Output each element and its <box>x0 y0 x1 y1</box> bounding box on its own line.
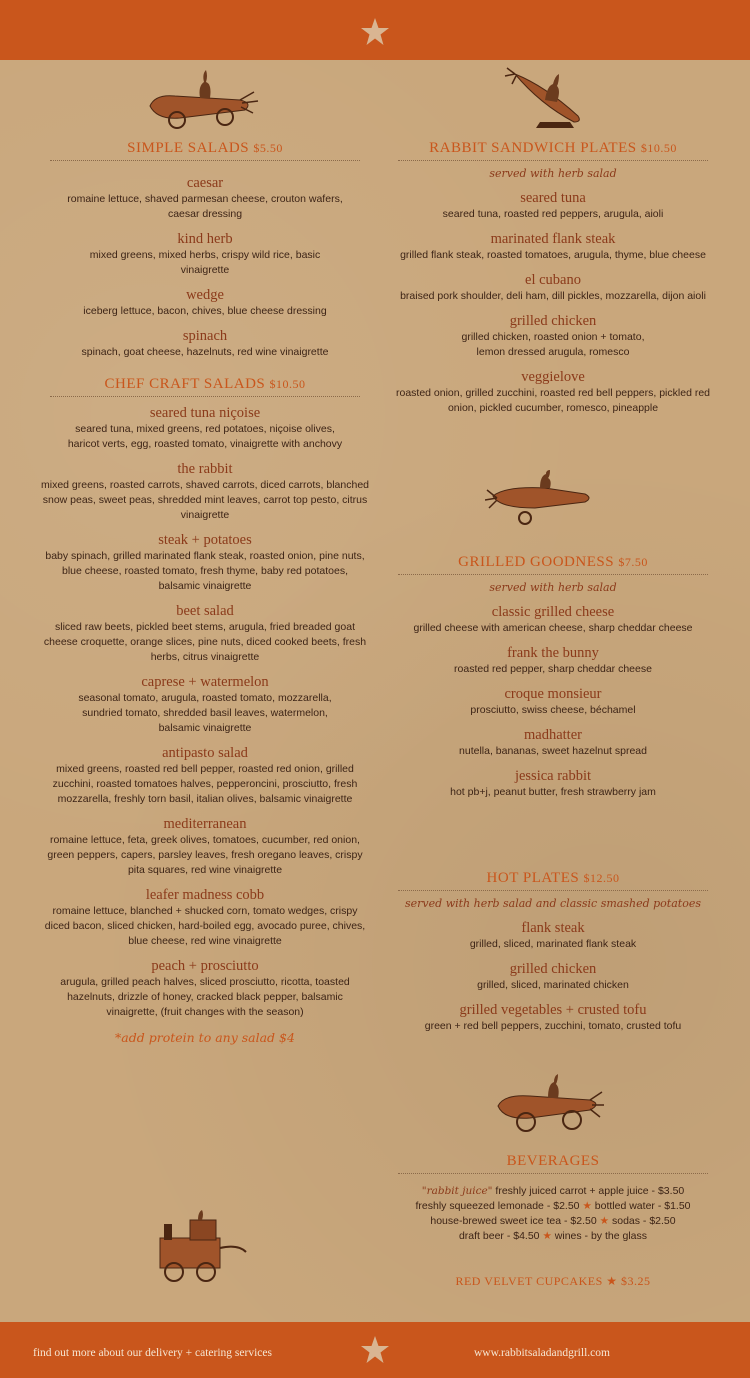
section-price: $12.50 <box>583 871 620 885</box>
left-column <box>40 140 370 1045</box>
item-name: beet salad <box>176 603 234 619</box>
item-description: grilled, sliced, marinated chicken <box>477 979 629 991</box>
item-description: mixed greens, roasted carrots, shaved carrots, diced carrots, blanched snow peas, sweet peas, shredded mint leaves, carrot top pesto, citrus vinaigrette <box>41 479 369 521</box>
beverages-section <box>388 1153 718 1289</box>
item-name: seared tuna <box>520 190 586 206</box>
item-description: arugula, grilled peach halves, sliced prosciutto, ricotta, toasted hazelnuts, drizzle of honey, cracked black pepper, balsamic vinaigrette, (fruit changes with the season) <box>60 976 350 1018</box>
grilled-goodness-section <box>388 554 718 809</box>
hot-plates-section <box>388 870 718 1043</box>
menu-item <box>40 958 370 1020</box>
item-name: classic grilled cheese <box>491 604 615 620</box>
menu-item <box>388 727 718 759</box>
section-title-text: RABBIT SANDWICH PLATES <box>429 140 637 156</box>
menu-item <box>388 313 718 360</box>
item-name: jessica rabbit <box>514 768 592 784</box>
item-name: leafer madness cobb <box>145 887 265 903</box>
rabbit-carrot-racer-illustration <box>490 1072 605 1137</box>
section-title-text: SIMPLE SALADS <box>127 140 250 156</box>
menu-item <box>388 961 718 993</box>
star-icon <box>360 1335 390 1365</box>
section-subtitle: served with herb salad <box>489 167 617 180</box>
rabbit-carrot-plane-illustration <box>485 470 595 530</box>
beverage-text: wines - by the glass <box>554 1230 648 1242</box>
menu-item <box>40 674 370 736</box>
section-price: $10.50 <box>269 377 306 391</box>
section-title-chef-craft <box>50 376 360 397</box>
menu-item <box>40 532 370 594</box>
item-name: antipasto salad <box>162 745 248 761</box>
menu-item <box>40 405 370 452</box>
section-subtitle: served with herb salad <box>489 581 617 594</box>
item-description: grilled flank steak, roasted tomatoes, arugula, thyme, blue cheese <box>400 249 706 261</box>
section-title-sandwich-plates <box>398 140 708 161</box>
menu-item <box>388 1002 718 1034</box>
beverage-text: house-brewed sweet ice tea - $2.50 <box>430 1215 597 1227</box>
item-name: caesar <box>186 175 224 191</box>
menu-item <box>40 287 370 319</box>
menu-item <box>388 369 718 416</box>
section-title-text: BEVERAGES <box>506 1153 600 1169</box>
beverage-text: sodas - $2.50 <box>611 1215 676 1227</box>
menu-item <box>40 816 370 878</box>
section-title-hot-plates <box>398 870 708 891</box>
rabbit-carrot-car-illustration <box>145 70 260 132</box>
item-name: marinated flank steak <box>490 231 616 247</box>
item-name: the rabbit <box>177 461 233 477</box>
item-name: croque monsieur <box>504 686 602 702</box>
item-name: flank steak <box>521 920 585 936</box>
item-name: seared tuna niçoise <box>149 405 261 421</box>
menu-item <box>388 190 718 222</box>
item-description: seasonal tomato, arugula, roasted tomato, mozzarella, sundried tomato, shredded basil leaves, watermelon, balsamic vinaigrette <box>78 692 332 734</box>
item-description: seared tuna, roasted red peppers, arugula, aioli <box>442 208 664 220</box>
section-title-simple-salads <box>50 140 360 161</box>
item-description: seared tuna, mixed greens, red potatoes, niçoise olives, haricot verts, egg, roasted tomato, vinaigrette with anchovy <box>67 423 343 450</box>
section-subtitle: served with herb salad and classic smashed potatoes <box>405 897 701 910</box>
item-description: romaine lettuce, feta, greek olives, tomatoes, cucumber, red onion, green peppers, capers, parsley leaves, fresh oregano leaves, crispy pita squares, red wine vinaigrette <box>47 834 363 876</box>
star-icon: ★ <box>582 1200 592 1212</box>
item-description: roasted red pepper, sharp cheddar cheese <box>454 663 652 675</box>
star-icon: ★ <box>542 1230 552 1242</box>
item-description: iceberg lettuce, bacon, chives, blue cheese dressing <box>83 305 327 317</box>
item-description: grilled, sliced, marinated flank steak <box>469 938 637 950</box>
section-title-grilled-goodness <box>398 554 708 575</box>
item-description: romaine lettuce, blanched + shucked corn, tomato wedges, crispy diced bacon, sliced chicken, hard-boiled egg, avocado puree, chives, blue cheese, red wine vinaigrette <box>44 905 366 947</box>
item-name: frank the bunny <box>507 645 599 661</box>
menu-item <box>388 645 718 677</box>
item-description: mixed greens, roasted red bell pepper, roasted red onion, grilled zucchini, roasted tomatoes halves, pepperoncini, prosciutto, fresh mozzarella, freshly torn basil, italian olives, balsamic vinaigrette <box>52 763 358 805</box>
item-name: el cubano <box>525 272 581 288</box>
item-name: spinach <box>182 328 228 344</box>
item-name: grilled chicken <box>509 313 597 329</box>
rabbit-train-illustration <box>150 1208 250 1288</box>
menu-item <box>40 328 370 360</box>
menu-item <box>388 686 718 718</box>
item-name: mediterranean <box>163 816 247 832</box>
item-name: wedge <box>186 287 224 303</box>
cupcakes-label: RED VELVET CUPCAKES <box>455 1274 603 1288</box>
item-description: grilled chicken, roasted onion + tomato, lemon dressed arugula, romesco <box>461 331 645 358</box>
item-description: prosciutto, swiss cheese, béchamel <box>470 704 636 716</box>
menu-item <box>388 272 718 304</box>
item-description: green + red bell peppers, zucchini, tomato, crusted tofu <box>424 1020 682 1032</box>
section-price: $7.50 <box>618 555 648 569</box>
add-protein-note: *add protein to any salad $4 <box>115 1030 295 1045</box>
right-column <box>388 140 718 425</box>
item-name: steak + potatoes <box>158 532 252 548</box>
section-title-text: CHEF CRAFT SALADS <box>104 376 266 392</box>
star-icon: ★ <box>599 1215 610 1227</box>
beverage-text: bottled water - $1.50 <box>594 1200 691 1212</box>
beverage-text: freshly squeezed lemonade - $2.50 <box>415 1200 580 1212</box>
item-name: grilled vegetables + crusted tofu <box>459 1002 647 1018</box>
beverage-line <box>388 1229 718 1244</box>
beverage-text: freshly juiced carrot + apple juice - $3.50 <box>492 1185 685 1197</box>
item-name: caprese + watermelon <box>141 674 269 690</box>
item-name: kind herb <box>177 231 233 247</box>
rabbit-carrot-rocket-illustration <box>500 66 595 136</box>
cupcakes-line <box>388 1274 718 1289</box>
menu-item <box>40 603 370 665</box>
item-description: braised pork shoulder, deli ham, dill pickles, mozzarella, dijon aioli <box>400 290 706 302</box>
item-description: roasted onion, grilled zucchini, roasted red bell peppers, pickled red onion, pickled cucumber, romesco, pineapple <box>395 387 710 414</box>
item-description: romaine lettuce, shaved parmesan cheese, crouton wafers, caesar dressing <box>67 193 343 220</box>
cupcakes-price: $3.25 <box>621 1274 651 1288</box>
menu-item <box>40 231 370 278</box>
rabbit-juice-label: "rabbit juice" <box>421 1185 493 1197</box>
section-title-text: GRILLED GOODNESS <box>458 554 615 570</box>
item-description: hot pb+j, peanut butter, fresh strawberry jam <box>450 786 656 798</box>
beverage-line <box>388 1214 718 1229</box>
menu-item <box>40 887 370 949</box>
menu-item <box>388 604 718 636</box>
beverage-line <box>374 1199 732 1214</box>
beverage-text: draft beer - $4.50 <box>458 1230 540 1242</box>
item-name: madhatter <box>524 727 582 743</box>
menu-item <box>40 175 370 222</box>
menu-item <box>388 920 718 952</box>
beverage-line <box>378 1184 728 1199</box>
item-description: sliced raw beets, pickled beet stems, arugula, fried breaded goat cheese croquette, orange slices, pine nuts, diced cooked beets, fresh herbs, citrus vinaigrette <box>43 621 367 663</box>
item-description: grilled cheese with american cheese, sharp cheddar cheese <box>413 622 693 634</box>
star-icon: ★ <box>606 1274 618 1288</box>
section-price: $5.50 <box>253 141 283 155</box>
catering-link[interactable]: find out more about our delivery + catering services <box>33 1347 272 1359</box>
section-title-text: HOT PLATES <box>486 870 580 886</box>
item-description: spinach, goat cheese, hazelnuts, red wine vinaigrette <box>81 346 329 358</box>
section-title-beverages <box>398 1153 708 1174</box>
item-name: grilled chicken <box>509 961 597 977</box>
menu-item <box>388 231 718 263</box>
item-name: peach + prosciutto <box>151 958 259 974</box>
website-link[interactable]: www.rabbitsaladandgrill.com <box>474 1347 610 1359</box>
item-description: nutella, bananas, sweet hazelnut spread <box>459 745 647 757</box>
menu-item <box>40 461 370 523</box>
menu-item <box>388 768 718 800</box>
item-description: mixed greens, mixed herbs, crispy wild rice, basic vinaigrette <box>89 249 321 276</box>
star-icon <box>360 17 390 47</box>
menu-item <box>40 745 370 807</box>
section-price: $10.50 <box>640 141 677 155</box>
item-description: baby spinach, grilled marinated flank steak, roasted onion, pine nuts, blue cheese, roasted tomato, fresh thyme, baby red potatoes, balsamic vinaigrette <box>45 550 365 592</box>
item-name: veggielove <box>521 369 585 385</box>
